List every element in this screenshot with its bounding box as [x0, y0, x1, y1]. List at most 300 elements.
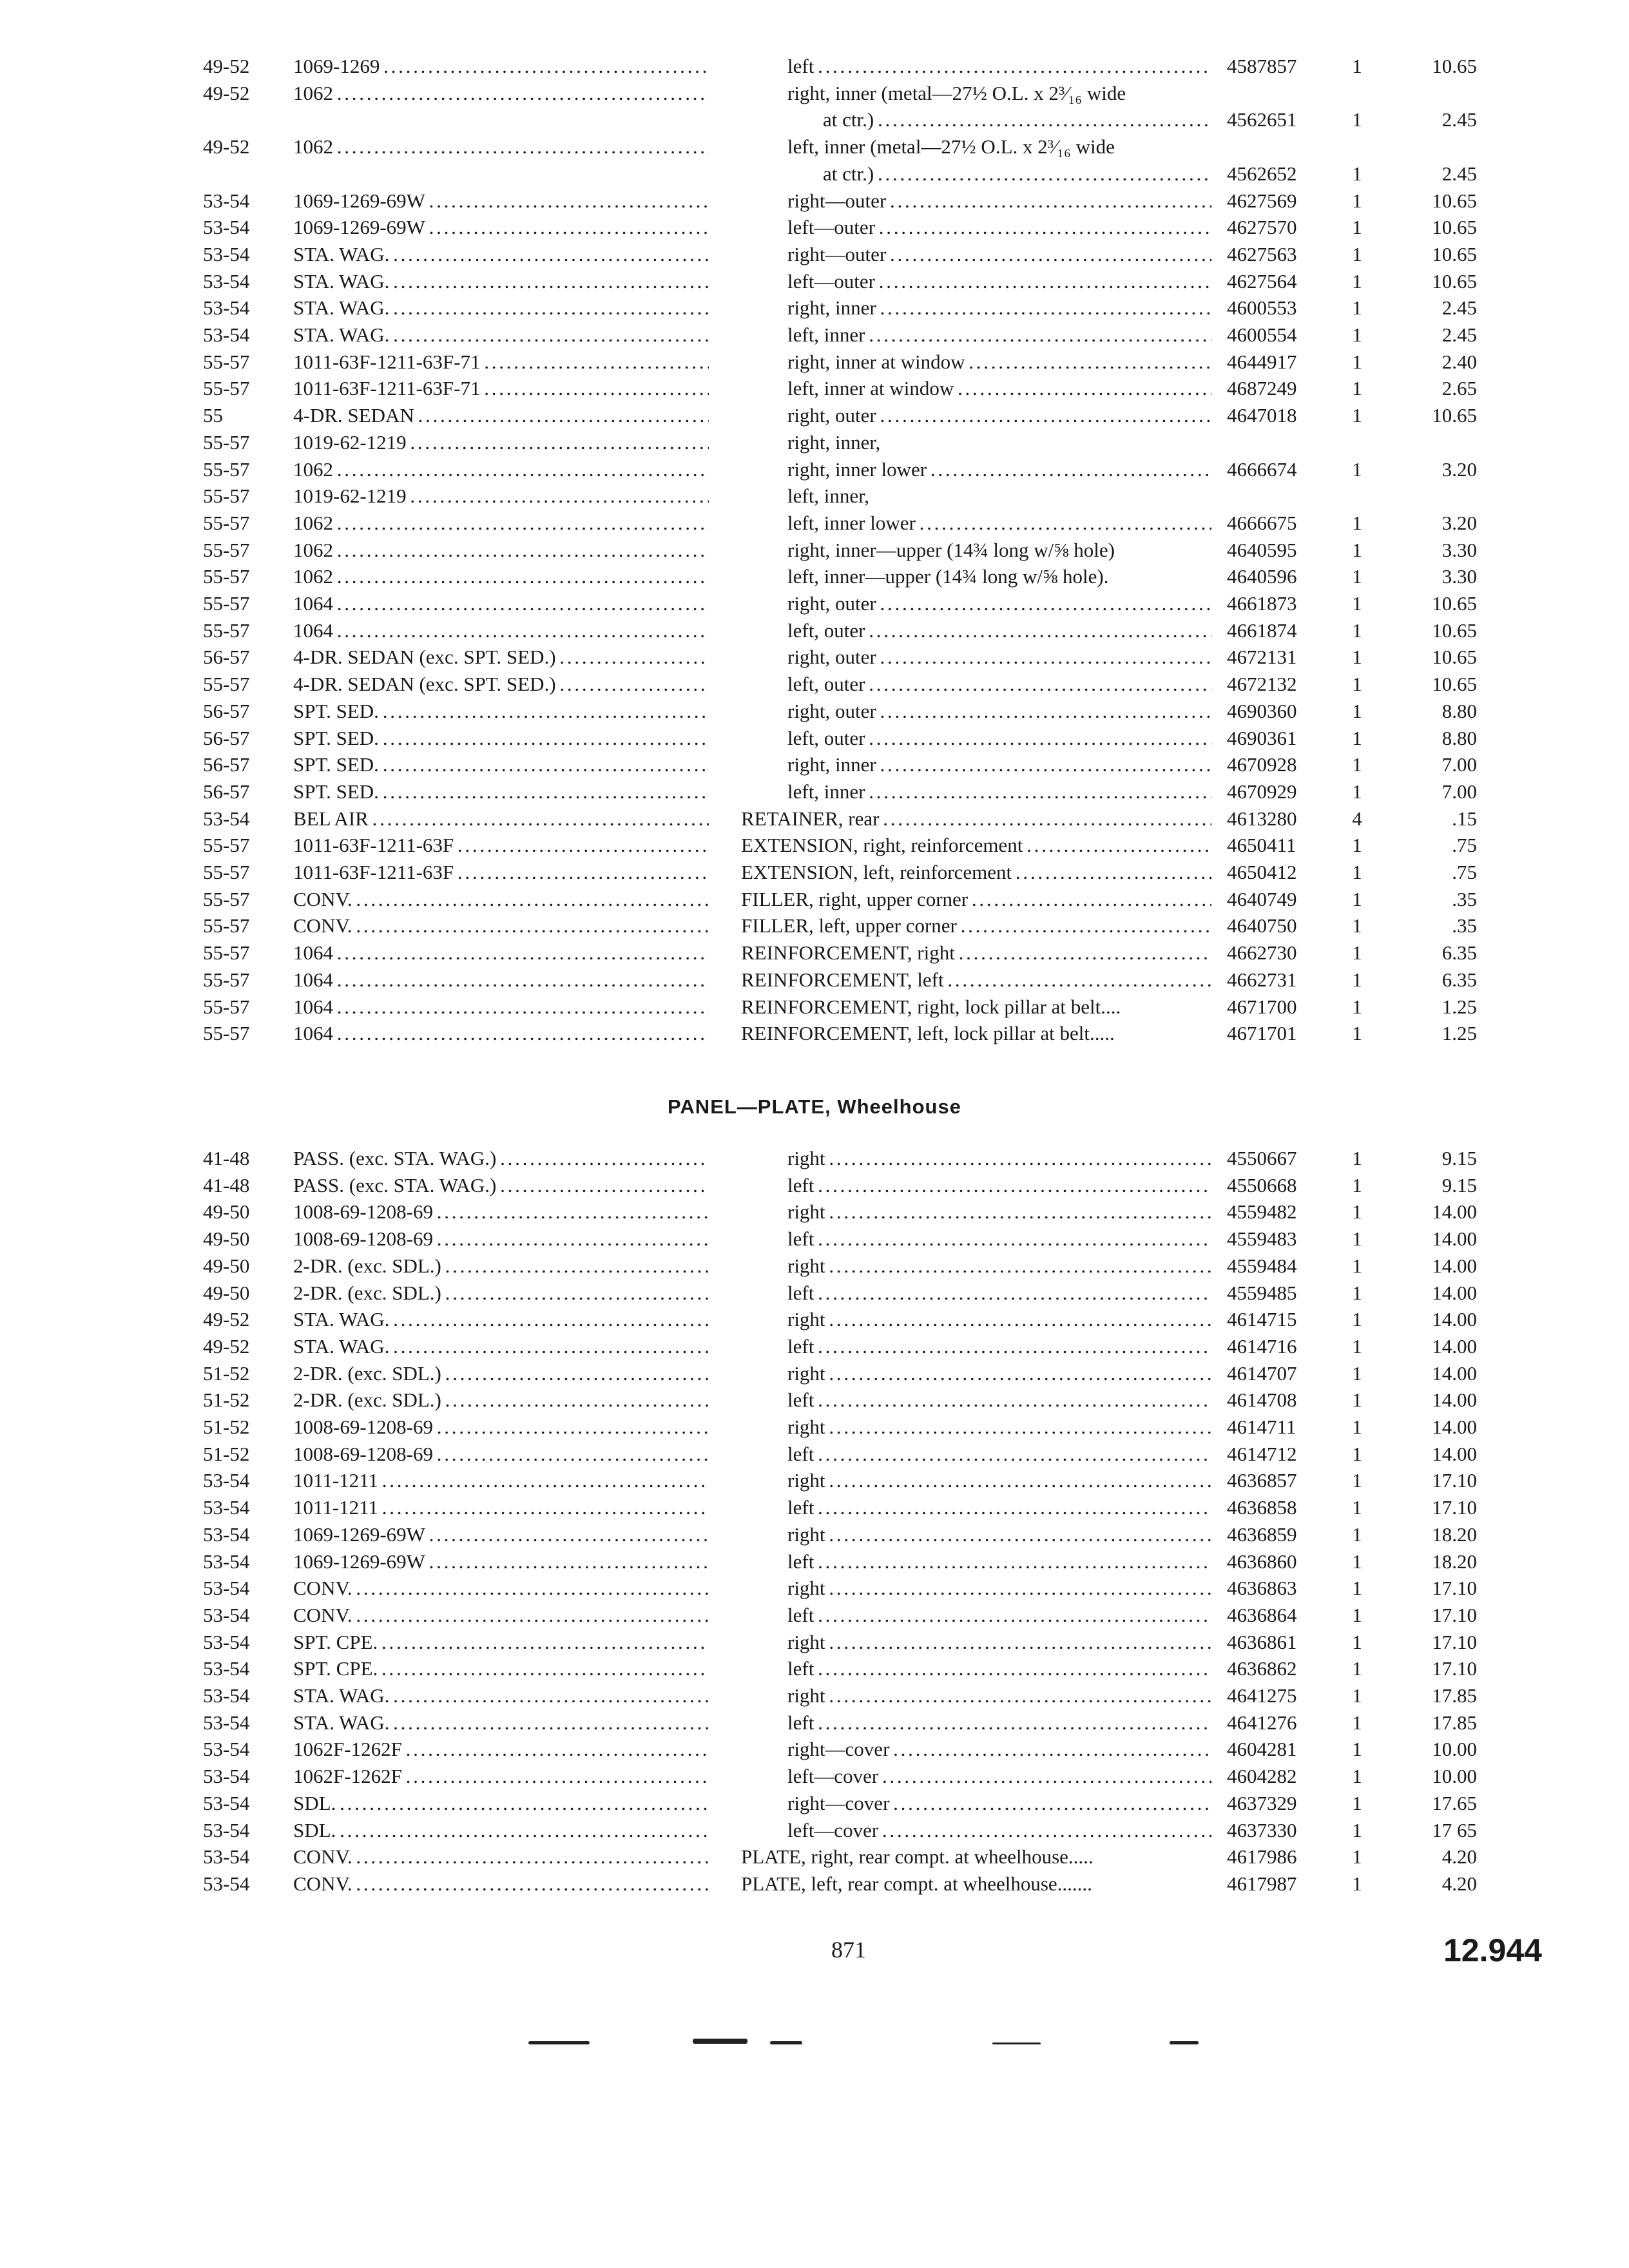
year-cell: 49-52 — [203, 1308, 250, 1331]
description-cell: EXTENSION, right, reinforcement . . . — [741, 832, 1211, 859]
year-cell: 55-57 — [203, 457, 250, 481]
quantity-cell: 1 — [1352, 619, 1362, 642]
table-row — [0, 106, 1629, 133]
table-row — [0, 53, 1629, 80]
description-cell: left, outer . . . — [787, 671, 1211, 698]
part-number-cell: 4687249 — [1227, 377, 1297, 400]
description-cell: left . . . — [787, 1494, 1211, 1521]
model-cell: 1008-69-1208-69 . . . — [293, 1414, 709, 1441]
page-number: 871 — [831, 1937, 866, 1963]
quantity-cell: 1 — [1352, 565, 1362, 588]
table-row — [0, 563, 1629, 590]
part-number-cell: 4672131 — [1227, 646, 1297, 669]
description-cell: left . . . — [787, 1548, 1211, 1575]
model-cell: CONV. . . . — [293, 1843, 709, 1870]
table-row — [0, 1467, 1629, 1494]
quantity-cell: 1 — [1352, 269, 1362, 293]
price-cell: 1.25 — [1441, 995, 1477, 1018]
table-row — [0, 349, 1629, 376]
quantity-cell: 1 — [1352, 1738, 1362, 1761]
part-number-cell: 4559482 — [1227, 1200, 1297, 1224]
table-row — [0, 375, 1629, 402]
table-row — [0, 805, 1629, 832]
description-cell: right, inner . . . — [787, 294, 1211, 322]
price-cell: 3.20 — [1441, 457, 1477, 481]
price-cell: 3.20 — [1441, 511, 1477, 534]
table-row — [0, 1225, 1629, 1253]
table-row — [0, 1306, 1629, 1333]
part-number-cell: 4670928 — [1227, 753, 1297, 776]
year-cell: 55-57 — [203, 914, 250, 937]
description-cell: right—outer . . . — [787, 187, 1211, 215]
quantity-cell: 1 — [1352, 189, 1362, 212]
year-cell: 53-54 — [203, 1791, 250, 1814]
part-number-cell: 4627570 — [1227, 216, 1297, 239]
part-number-cell: 4587857 — [1227, 55, 1297, 77]
description-cell: left—outer . . . — [787, 214, 1211, 241]
description-cell: right, outer . . . — [787, 402, 1211, 429]
description-cell: left, outer . . . — [787, 617, 1211, 644]
price-cell: .15 — [1452, 807, 1477, 830]
description-cell: left, inner (metal—27½ O.L. x 2³⁄₁₆ wide — [787, 135, 1115, 159]
model-cell: 1069-1269-69W . . . — [293, 1521, 709, 1548]
quantity-cell: 1 — [1352, 1227, 1362, 1251]
model-cell: 1011-63F-1211-63F . . . — [293, 859, 709, 886]
part-number-cell: 4641276 — [1227, 1711, 1297, 1734]
part-number-cell: 4614712 — [1227, 1442, 1297, 1465]
description-cell: left . . . — [787, 1387, 1211, 1414]
model-cell: STA. WAG. . . . — [293, 1333, 709, 1360]
description-cell: right . . . — [787, 1145, 1211, 1172]
price-cell: 14.00 — [1432, 1361, 1477, 1385]
quantity-cell: 1 — [1352, 1630, 1362, 1653]
quantity-cell: 1 — [1352, 242, 1362, 265]
price-cell: 10.65 — [1432, 646, 1477, 669]
description-cell: right . . . — [787, 1629, 1211, 1656]
quantity-cell: 1 — [1352, 861, 1362, 883]
year-cell: 53-54 — [203, 1845, 250, 1869]
model-cell: 1062 . . . — [293, 537, 709, 564]
model-cell: 1062 . . . — [293, 510, 709, 537]
price-cell: 2.40 — [1441, 350, 1477, 373]
quantity-cell: 1 — [1352, 457, 1362, 481]
table-row — [0, 1843, 1629, 1870]
quantity-cell: 1 — [1352, 350, 1362, 373]
description-cell: right, outer . . . — [787, 590, 1211, 617]
year-cell: 53-54 — [203, 1711, 250, 1734]
description-cell: right . . . — [787, 1682, 1211, 1709]
quantity-cell: 1 — [1352, 968, 1362, 991]
part-number-cell: 4636862 — [1227, 1657, 1297, 1680]
quantity-cell: 1 — [1352, 780, 1362, 803]
quantity-cell: 1 — [1352, 1389, 1362, 1412]
model-cell: STA. WAG. . . . — [293, 1682, 709, 1709]
table-row — [0, 1575, 1629, 1602]
model-cell: STA. WAG. . . . — [293, 268, 709, 295]
year-cell: 53-54 — [203, 269, 250, 293]
price-cell: 8.80 — [1441, 726, 1477, 749]
document-code: 12.944 — [1443, 1932, 1542, 1968]
model-cell: 2-DR. (exc. SDL.) . . . — [293, 1360, 709, 1387]
quantity-cell: 1 — [1352, 1684, 1362, 1707]
part-number-cell: 4670929 — [1227, 780, 1297, 803]
quantity-cell: 1 — [1352, 377, 1362, 400]
part-number-cell: 4559483 — [1227, 1227, 1297, 1251]
part-number-cell: 4614708 — [1227, 1389, 1297, 1412]
part-number-cell: 4617986 — [1227, 1845, 1297, 1869]
description-cell: right, outer . . . — [787, 698, 1211, 725]
year-cell: 55-57 — [203, 673, 250, 696]
model-cell: 1011-1211 . . . — [293, 1467, 709, 1494]
model-cell: 1062 . . . — [293, 456, 709, 483]
model-cell: CONV. . . . — [293, 886, 709, 913]
table-row — [0, 1494, 1629, 1521]
quantity-cell: 1 — [1352, 995, 1362, 1018]
description-cell: RETAINER, rear . . . — [741, 805, 1211, 832]
price-cell: 2.65 — [1441, 377, 1477, 400]
quantity-cell: 1 — [1352, 699, 1362, 722]
part-number-cell: 4627563 — [1227, 242, 1297, 265]
year-cell: 51-52 — [203, 1442, 250, 1465]
table-row — [0, 1790, 1629, 1817]
quantity-cell: 1 — [1352, 1173, 1362, 1196]
model-cell: 1069-1269-69W . . . — [293, 214, 709, 241]
table-row — [0, 1198, 1629, 1225]
section-title: PANEL—PLATE, Wheelhouse — [668, 1095, 961, 1118]
model-cell: 1011-63F-1211-63F . . . — [293, 832, 709, 859]
table-row — [0, 1360, 1629, 1387]
quantity-cell: 1 — [1352, 914, 1362, 937]
part-number-cell: 4690361 — [1227, 726, 1297, 749]
description-cell: right—cover . . . — [787, 1790, 1211, 1817]
quantity-cell: 1 — [1352, 1308, 1362, 1331]
price-cell: 4.20 — [1441, 1845, 1477, 1869]
price-cell: 10.65 — [1432, 269, 1477, 293]
part-number-cell: 4636859 — [1227, 1523, 1297, 1546]
quantity-cell: 1 — [1352, 1200, 1362, 1224]
model-cell: SPT. SED. . . . — [293, 725, 709, 752]
price-cell: 17.10 — [1432, 1657, 1477, 1680]
part-number-cell: 4647018 — [1227, 404, 1297, 427]
table-row — [0, 1333, 1629, 1360]
price-cell: 9.15 — [1441, 1173, 1477, 1196]
model-cell: SPT. CPE. . . . — [293, 1629, 709, 1656]
table-row — [0, 1736, 1629, 1763]
part-number-cell: 4636860 — [1227, 1550, 1297, 1573]
model-cell: 1008-69-1208-69 . . . — [293, 1198, 709, 1225]
description-cell: left—cover . . . — [787, 1763, 1211, 1790]
description-cell: PLATE, left, rear compt. at wheelhouse....... — [741, 1872, 1092, 1895]
model-cell: SDL. . . . — [293, 1790, 709, 1817]
description-cell: left . . . — [787, 53, 1211, 80]
model-cell: 1064 . . . — [293, 939, 709, 966]
model-cell: SPT. CPE. . . . — [293, 1655, 709, 1682]
year-cell: 51-52 — [203, 1389, 250, 1412]
year-cell: 56-57 — [203, 753, 250, 776]
year-cell: 55-57 — [203, 995, 250, 1018]
part-number-cell: 4637330 — [1227, 1818, 1297, 1841]
quantity-cell: 4 — [1352, 807, 1362, 830]
quantity-cell: 1 — [1352, 941, 1362, 965]
description-cell: right, inner lower . . . — [787, 456, 1211, 483]
price-cell: 10.00 — [1432, 1738, 1477, 1761]
year-cell: 53-54 — [203, 296, 250, 320]
description-cell: at ctr.) . . . — [823, 160, 1211, 187]
year-cell: 49-50 — [203, 1227, 250, 1251]
table-row — [0, 160, 1629, 187]
description-cell: REINFORCEMENT, left . . . — [741, 966, 1211, 994]
quantity-cell: 1 — [1352, 1550, 1362, 1573]
part-number-cell: 4640749 — [1227, 887, 1297, 910]
table-row — [0, 402, 1629, 429]
table-row — [0, 1870, 1629, 1898]
year-cell: 55-57 — [203, 350, 250, 373]
part-number-cell: 4604282 — [1227, 1765, 1297, 1788]
year-cell: 55-57 — [203, 1022, 250, 1045]
model-cell: PASS. (exc. STA. WAG.) . . . — [293, 1172, 709, 1199]
part-number-cell: 4627564 — [1227, 269, 1297, 293]
quantity-cell: 1 — [1352, 1469, 1362, 1492]
model-cell: 4-DR. SEDAN (exc. SPT. SED.) . . . — [293, 671, 709, 698]
part-number-cell: 4617987 — [1227, 1872, 1297, 1895]
part-number-cell: 4661874 — [1227, 619, 1297, 642]
quantity-cell: 1 — [1352, 1361, 1362, 1385]
part-number-cell: 4636857 — [1227, 1469, 1297, 1492]
table-row — [0, 644, 1629, 671]
year-cell: 53-54 — [203, 1550, 250, 1573]
model-cell: BEL AIR . . . — [293, 805, 709, 832]
quantity-cell: 1 — [1352, 1281, 1362, 1304]
description-cell: left—outer . . . — [787, 268, 1211, 295]
model-cell: 1019-62-1219 . . . — [293, 429, 709, 456]
table-row — [0, 133, 1629, 160]
model-cell: 1011-1211 . . . — [293, 1494, 709, 1521]
table-row — [0, 751, 1629, 778]
quantity-cell: 1 — [1352, 1845, 1362, 1869]
quantity-cell: 1 — [1352, 726, 1362, 749]
year-cell: 55-57 — [203, 511, 250, 534]
year-cell: 55 — [203, 404, 223, 427]
table-row — [0, 1709, 1629, 1736]
quantity-cell: 1 — [1352, 753, 1362, 776]
price-cell: 10.65 — [1432, 404, 1477, 427]
year-cell: 53-54 — [203, 1657, 250, 1680]
model-cell: STA. WAG. . . . — [293, 294, 709, 322]
part-number-cell: 4671701 — [1227, 1022, 1297, 1045]
price-cell: 2.45 — [1441, 296, 1477, 320]
year-cell: 56-57 — [203, 726, 250, 749]
price-cell: .35 — [1452, 887, 1477, 910]
model-cell: CONV. . . . — [293, 1602, 709, 1629]
year-cell: 41-48 — [203, 1173, 250, 1196]
year-cell: 55-57 — [203, 619, 250, 642]
quantity-cell: 1 — [1352, 1334, 1362, 1358]
price-cell: 10.65 — [1432, 216, 1477, 239]
model-cell: 1069-1269-69W . . . — [293, 187, 709, 215]
price-cell: 10.00 — [1432, 1765, 1477, 1788]
model-cell: 1008-69-1208-69 . . . — [293, 1225, 709, 1253]
model-cell: 4-DR. SEDAN (exc. SPT. SED.) . . . — [293, 644, 709, 671]
description-cell: left, inner lower . . . — [787, 510, 1211, 537]
table-row — [0, 1629, 1629, 1656]
description-cell: left . . . — [787, 1172, 1211, 1199]
year-cell: 53-54 — [203, 1577, 250, 1600]
quantity-cell: 1 — [1352, 216, 1362, 239]
price-cell: 18.20 — [1432, 1550, 1477, 1573]
price-cell: 14.00 — [1432, 1334, 1477, 1358]
part-number-cell: 4604281 — [1227, 1738, 1297, 1761]
price-cell: 1.25 — [1441, 1022, 1477, 1045]
year-cell: 49-50 — [203, 1200, 250, 1224]
quantity-cell: 1 — [1352, 1872, 1362, 1895]
year-cell: 53-54 — [203, 1872, 250, 1895]
price-cell: 10.65 — [1432, 242, 1477, 265]
description-cell: right . . . — [787, 1575, 1211, 1602]
price-cell: 3.30 — [1441, 565, 1477, 588]
year-cell: 55-57 — [203, 377, 250, 400]
table-row — [0, 214, 1629, 241]
model-cell: STA. WAG. . . . — [293, 241, 709, 268]
description-cell: right . . . — [787, 1198, 1211, 1225]
model-cell: 1062F-1262F . . . — [293, 1736, 709, 1763]
quantity-cell: 1 — [1352, 1442, 1362, 1465]
year-cell: 55-57 — [203, 834, 250, 857]
description-cell: REINFORCEMENT, right, lock pillar at belt.... — [741, 995, 1121, 1018]
quantity-cell: 1 — [1352, 1791, 1362, 1814]
year-cell: 49-52 — [203, 55, 250, 77]
part-number-cell: 4550667 — [1227, 1147, 1297, 1169]
year-cell: 55-57 — [203, 485, 250, 508]
price-cell: 14.00 — [1432, 1389, 1477, 1412]
part-number-cell: 4614715 — [1227, 1308, 1297, 1331]
price-cell: 8.80 — [1441, 699, 1477, 722]
price-cell: .75 — [1452, 834, 1477, 857]
table-row — [0, 1548, 1629, 1575]
table-row — [0, 590, 1629, 617]
price-cell: 17.10 — [1432, 1496, 1477, 1519]
description-cell: FILLER, left, upper corner . . . — [741, 912, 1211, 939]
table-row — [0, 832, 1629, 859]
price-cell: 6.35 — [1441, 968, 1477, 991]
year-cell: 56-57 — [203, 699, 250, 722]
part-number-cell: 4644917 — [1227, 350, 1297, 373]
table-row — [0, 1172, 1629, 1199]
part-number-cell: 4614711 — [1227, 1416, 1296, 1438]
model-cell: 1064 . . . — [293, 1020, 709, 1047]
table-row — [0, 778, 1629, 805]
quantity-cell: 1 — [1352, 162, 1362, 185]
quantity-cell: 1 — [1352, 592, 1362, 615]
table-row — [0, 1387, 1629, 1414]
description-cell: right . . . — [787, 1360, 1211, 1387]
year-cell: 53-54 — [203, 1630, 250, 1653]
table-row — [0, 1602, 1629, 1629]
model-cell: 1064 . . . — [293, 994, 709, 1021]
description-cell: right . . . — [787, 1253, 1211, 1280]
year-cell: 53-54 — [203, 1765, 250, 1788]
part-number-cell: 4661873 — [1227, 592, 1297, 615]
table-row — [0, 994, 1629, 1021]
part-number-cell: 4614716 — [1227, 1334, 1297, 1358]
price-cell: 14.00 — [1432, 1254, 1477, 1277]
year-cell: 53-54 — [203, 1603, 250, 1626]
year-cell: 53-54 — [203, 1523, 250, 1546]
part-number-cell: 4613280 — [1227, 807, 1297, 830]
year-cell: 49-52 — [203, 1334, 250, 1358]
year-cell: 53-54 — [203, 1469, 250, 1492]
price-cell: 6.35 — [1441, 941, 1477, 965]
price-cell: 14.00 — [1432, 1308, 1477, 1331]
year-cell: 53-54 — [203, 1684, 250, 1707]
price-cell: .75 — [1452, 861, 1477, 883]
table-row — [0, 859, 1629, 886]
model-cell: 1064 . . . — [293, 617, 709, 644]
part-number-cell: 4636864 — [1227, 1603, 1297, 1626]
part-number-cell: 4559485 — [1227, 1281, 1297, 1304]
model-cell: 1011-63F-1211-63F-71 . . . — [293, 349, 709, 376]
table-row — [0, 294, 1629, 322]
model-cell: PASS. (exc. STA. WAG.) . . . — [293, 1145, 709, 1172]
model-cell: 1062 . . . — [293, 563, 709, 590]
description-cell: right—outer . . . — [787, 241, 1211, 268]
quantity-cell: 1 — [1352, 538, 1362, 561]
model-cell: 1064 . . . — [293, 590, 709, 617]
quantity-cell: 1 — [1352, 1765, 1362, 1788]
part-number-cell: 4690360 — [1227, 699, 1297, 722]
price-cell: .35 — [1452, 914, 1477, 937]
year-cell: 55-57 — [203, 861, 250, 883]
price-cell: 17.10 — [1432, 1630, 1477, 1653]
quantity-cell: 1 — [1352, 1416, 1362, 1438]
year-cell: 53-54 — [203, 189, 250, 212]
table-row — [0, 617, 1629, 644]
model-cell: STA. WAG. . . . — [293, 1709, 709, 1736]
model-cell: 2-DR. (exc. SDL.) . . . — [293, 1280, 709, 1307]
part-number-cell: 4662730 — [1227, 941, 1297, 965]
price-cell: 9.15 — [1441, 1147, 1477, 1169]
table-row — [0, 886, 1629, 913]
table-row — [0, 1521, 1629, 1548]
price-cell: 17.10 — [1432, 1577, 1477, 1600]
year-cell: 51-52 — [203, 1416, 250, 1438]
model-cell: SPT. SED. . . . — [293, 751, 709, 778]
year-cell: 51-52 — [203, 1361, 250, 1385]
year-cell: 55-57 — [203, 565, 250, 588]
model-cell: 1008-69-1208-69 . . . — [293, 1441, 709, 1468]
price-cell: 17.85 — [1432, 1711, 1477, 1734]
year-cell: 53-54 — [203, 1818, 250, 1841]
description-cell: left . . . — [787, 1280, 1211, 1307]
part-number-cell: 4650412 — [1227, 861, 1297, 883]
description-cell: FILLER, right, upper corner . . . — [741, 886, 1211, 913]
description-cell: right, inner . . . — [787, 751, 1211, 778]
table-row — [0, 1253, 1629, 1280]
year-cell: 53-54 — [203, 323, 250, 346]
quantity-cell: 1 — [1352, 673, 1362, 696]
table-row — [0, 1414, 1629, 1441]
description-cell: right—cover . . . — [787, 1736, 1211, 1763]
table-row — [0, 725, 1629, 752]
year-cell: 53-54 — [203, 1496, 250, 1519]
model-cell: 1069-1269 . . . — [293, 53, 709, 80]
table-row — [0, 1280, 1629, 1307]
description-cell: right, inner (metal—27½ O.L. x 2³⁄₁₆ wide — [787, 81, 1126, 104]
table-row — [0, 1817, 1629, 1844]
part-number-cell: 4666675 — [1227, 511, 1297, 534]
table-row — [0, 698, 1629, 725]
price-cell: 10.65 — [1432, 673, 1477, 696]
quantity-cell: 1 — [1352, 404, 1362, 427]
